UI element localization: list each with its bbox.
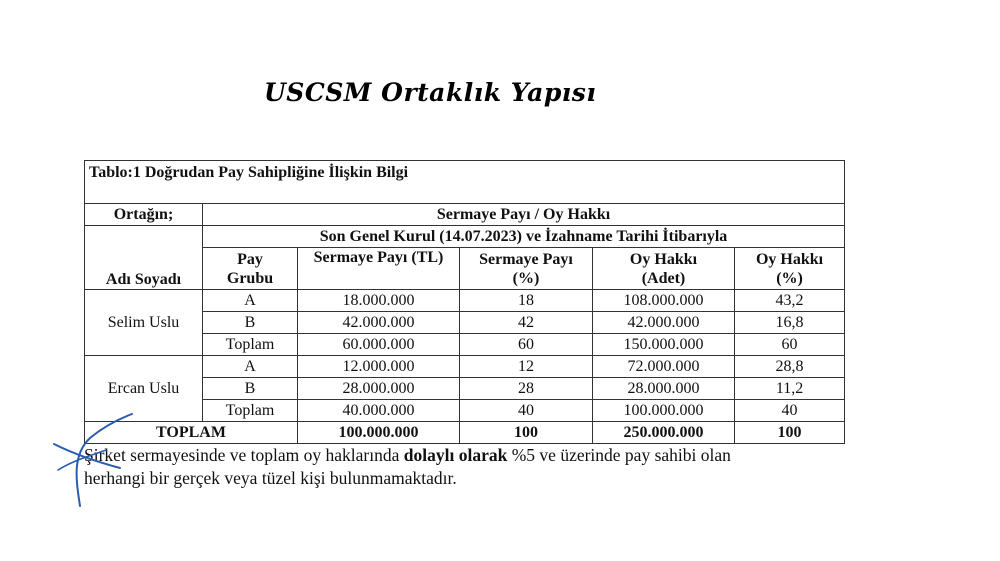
share-group: Toplam (203, 400, 298, 422)
share-group: B (203, 312, 298, 334)
col-share-group: Pay Grubu (203, 248, 298, 290)
capital-vote-header: Sermaye Payı / Oy Hakkı (203, 204, 845, 226)
vote-count: 100.000.000 (593, 400, 735, 422)
share-group: A (203, 356, 298, 378)
total-vote-count: 250.000.000 (593, 422, 735, 444)
total-capital-tl: 100.000.000 (298, 422, 460, 444)
capital-pct: 42 (460, 312, 593, 334)
share-group: A (203, 290, 298, 312)
vote-pct: 40 (735, 400, 845, 422)
total-label: TOPLAM (85, 422, 298, 444)
page-title: USCSM Ortaklık Yapısı (264, 78, 597, 107)
table-row (85, 290, 845, 312)
vote-pct: 11,2 (735, 378, 845, 400)
vote-pct: 28,8 (735, 356, 845, 378)
capital-tl: 18.000.000 (298, 290, 460, 312)
vote-pct: 60 (735, 334, 845, 356)
capital-tl: 42.000.000 (298, 312, 460, 334)
footnote-emphasis: dolaylı olarak (403, 445, 508, 465)
shareholding-table (84, 160, 845, 444)
footnote: Şirket sermayesinde ve toplam oy haklarında dolaylı olarak %5 ve üzerinde pay sahibi olan herhangi bir gerçek veya tüzel kişi bulunmamaktadır. (84, 444, 854, 490)
footnote-line-2: herhangi bir gerçek veya tüzel kişi bulunmamaktadır. (84, 468, 457, 488)
capital-tl: 28.000.000 (298, 378, 460, 400)
total-row (85, 422, 845, 444)
capital-pct: 60 (460, 334, 593, 356)
vote-count: 72.000.000 (593, 356, 735, 378)
share-group: B (203, 378, 298, 400)
vote-count: 108.000.000 (593, 290, 735, 312)
name-header: Adı Soyadı (85, 226, 203, 290)
signature-mark (50, 410, 140, 510)
col-capital-pct: Sermaye Payı (%) (460, 248, 593, 290)
shareholding-table-section (84, 160, 844, 444)
col-capital-tl: Sermaye Payı (TL) (298, 248, 460, 290)
capital-tl: 60.000.000 (298, 334, 460, 356)
capital-pct: 40 (460, 400, 593, 422)
table-row (85, 356, 845, 378)
col-vote-count: Oy Hakkı (Adet) (593, 248, 735, 290)
col-vote-pct: Oy Hakkı (%) (735, 248, 845, 290)
vote-pct: 16,8 (735, 312, 845, 334)
partner-header: Ortağın; (85, 204, 203, 226)
total-vote-pct: 100 (735, 422, 845, 444)
vote-count: 42.000.000 (593, 312, 735, 334)
shareholder-name: Ercan Uslu (85, 356, 203, 422)
vote-count: 28.000.000 (593, 378, 735, 400)
table-caption: Tablo:1 Doğrudan Pay Sahipliğine İlişkin Bilgi (85, 161, 845, 204)
capital-pct: 18 (460, 290, 593, 312)
capital-tl: 12.000.000 (298, 356, 460, 378)
vote-count: 150.000.000 (593, 334, 735, 356)
share-group: Toplam (203, 334, 298, 356)
capital-pct: 28 (460, 378, 593, 400)
date-header: Son Genel Kurul (14.07.2023) ve İzahname Tarihi İtibarıyla (203, 226, 845, 248)
vote-pct: 43,2 (735, 290, 845, 312)
capital-tl: 40.000.000 (298, 400, 460, 422)
shareholder-name: Selim Uslu (85, 290, 203, 356)
total-capital-pct: 100 (460, 422, 593, 444)
capital-pct: 12 (460, 356, 593, 378)
